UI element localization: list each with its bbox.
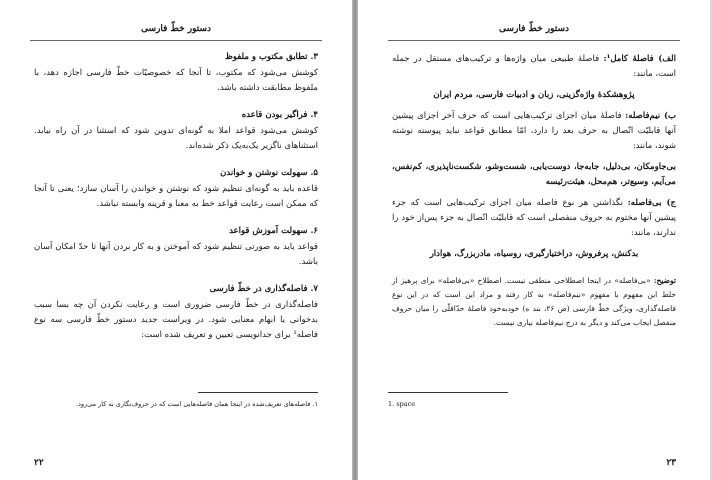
section [34,168,318,212]
item-body: فاصلهٔ طبیعی میان واژه‌ها و ترکیب‌های مستقل در جمله است، مانند: [392,54,676,79]
item-body: نگذاشتن هر نوع فاصله میان اجزای ترکیب‌هایی است که جزء پیشین آنها مختوم به حروف منفصلی است که قابلیّت اتّصال به جزء پس‌از خود را ندارند، مانند: [392,198,676,238]
example-line: بی‌جاومکان، بی‌دلیل، جابه‌جا، دوست‌یابی، شست‌وشو، شکست‌ناپذیری، کم‌نفس، می‌آیم، وسیع‌تر، هم‌محل، هیئت‌رئیسه [392,162,676,187]
item-b [392,109,676,154]
example-line: پژوهشکدهٔ واژه‌گزینی، زبان و ادبیات فارسی، مردم ایران [433,90,635,100]
page-number: ۲۳ [666,458,676,468]
header-rule [30,40,322,41]
page-number: ۲۲ [34,458,44,468]
page-content [392,52,676,338]
running-head: دستور خطّ فارسی [140,24,212,34]
section-title: ۳. تطابق مکتوب و ملفوظ [225,52,318,62]
section-body: کوشش می‌شود قواعد املا به گونه‌ای تدوین شود که استثنا در آن راه نیابد. استثناهای ناگزیر یک‌به‌یک ذکر شده‌اند. [34,126,318,151]
item-label: ب) نیم‌فاصله: [625,111,676,121]
header-rule [388,40,680,41]
section [34,110,318,154]
item-a [392,52,676,82]
section [34,52,318,96]
section [34,226,318,270]
footnote: ۱. فاصله‌های تعریف‌شده در اینجا همان فاصله‌هایی است که در حروف‌نگاری به کار می‌رود. [75,400,318,408]
footnote-rule [388,392,508,393]
note-label: توضیح: [653,276,676,285]
section [34,284,318,343]
page-content [34,52,318,357]
section-body: قواعد باید به صورتی تنظیم شود که آموختن و به کار بردن آنها تا حدّ امکان آسان باشد. [34,242,318,267]
item-c [392,196,676,241]
right-page [358,0,710,480]
section-body: قاعده باید به گونه‌ای تنظیم شود که نوشتن و خواندن را آسان سازد؛ یعنی تا آنجا که ممکن است رعایت قواعد خط به معنا و قرینه وابسته نباشد. [34,184,318,209]
item-label: ج) بی‌فاصله: [627,198,676,208]
section-body: فاصله‌گذاری در خطّ فارسی ضروری است و رعایت نکردن آن چه بسا سبب بدخوانی یا ابهام معنایی شود. در ویراست جدید دستور خطّ فارسی سه نوع فاصله¹ برای جدانویسی تعیین و تعریف شده است: [34,300,318,340]
example-line: بدکنش، پرفروش، دراختیارگیری، روسیاه، مادربزرگ، هوادار [429,249,639,259]
footnote-rule [198,392,318,393]
section-title: ۵. سهولت نوشتن و خواندن [220,168,318,178]
section-body: کوشش می‌شود که مکتوب، تا آنجا که خصوصیّات خطّ فارسی اجازه دهد، با ملفوظ مطابقت داشته باشد. [34,68,318,93]
section-title: ۴. فراگیر بودن قاعده [241,110,318,120]
left-page [0,0,352,480]
section-title: ۷. فاصله‌گذاری در خطّ فارسی [209,284,318,294]
item-label: الف) فاصلهٔ کامل¹: [603,54,677,64]
section-title: ۶. سهولت آموزش قواعد [229,226,318,236]
running-head: دستور خطّ فارسی [498,24,570,34]
footnote: 1. space [388,400,416,408]
note-body: «بی‌فاصله» در اینجا اصطلاحی منطقی نیست. اصطلاح «بی‌فاصله» برای پرهیز از خلط این مفهوم با مفهوم «نیم‌فاصله» به کار رفته و مراد این است که در این نوع فاصله‌گذاری، ویژگی خطّ فارسی (ص ۲۶، بند ه) خودبه‌خود فاصلهٔ حدّاقلّی را میان حروف منفصل ایجاب می‌کند و دیگر به درج نیم‌فاصله نیازی نیست. [392,276,676,327]
explanatory-note [392,274,676,330]
item-body: فاصلهٔ میان اجزای ترکیب‌هایی است که حرف آخر اجزای پیشین آنها قابلیّت اتّصال به حرف بعد را دارد، امّا مطابق قواعد نباید پیوسته نوشته شوند، مانند: [392,111,676,151]
